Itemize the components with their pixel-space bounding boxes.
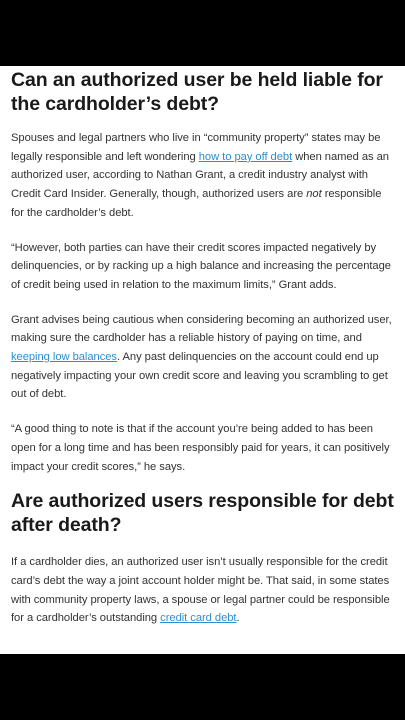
text-run: Spouses and legal partners who live in “community property” states may be legally responsible and left wondering	[11, 132, 381, 163]
link-keeping-low-balances[interactable]: keeping low balances	[11, 351, 117, 364]
text-run: Grant advises being cautious when considering becoming an authorized user, making sure the cardholder has a reliable history of paying on time, and	[11, 313, 392, 345]
article-content[interactable]	[0, 66, 405, 654]
text-run: .	[236, 612, 240, 625]
section-heading-after-death: Are authorized users responsible for debt after death?	[11, 490, 394, 537]
text-run: when named as an authorized user, according to Nathan Grant, a credit industry analyst with Credit Card Insider. Generally, though, authorized users are	[11, 150, 389, 201]
section-heading-liability: Can an authorized user be held liable for the cardholder’s debt?	[11, 69, 383, 115]
link-credit-card-debt[interactable]: credit card debt	[160, 612, 237, 625]
paragraph-grant-quote-1: “However, both parties can have their credit scores impacted negatively by delinquencies, or by racking up a high balance and increasing the percentage of credit being used in relation to the maximum limits,” Grant adds.	[11, 241, 391, 291]
paragraph-community-property	[11, 129, 394, 223]
paragraph-after-death	[11, 553, 394, 628]
paragraph-grant-advice	[11, 311, 394, 405]
text-run: . Any past delinquencies on the account could end up negatively impacting your own credit score and leaving you scrambling to get out of debt.	[11, 351, 388, 401]
link-how-to-pay-off-debt[interactable]: how to pay off debt	[198, 150, 293, 163]
emphasis-not: not	[306, 188, 322, 201]
top-black-bar	[0, 0, 405, 66]
text-run: If a cardholder dies, an authorized user isn’t usually responsible for the credit card’s debt the way a joint account holder might be. That said, in some states with community property laws, a spouse or legal partner could be responsible for a cardholder’s outstanding	[11, 556, 390, 625]
bottom-black-bar	[0, 654, 405, 720]
paragraph-grant-quote-2: “A good thing to note is that if the account you’re being added to has been open for a long time and has been responsibly paid for years, it can positively impact your credit scores,” he says.	[11, 423, 390, 473]
text-run: responsible for the cardholder’s debt.	[11, 188, 382, 219]
